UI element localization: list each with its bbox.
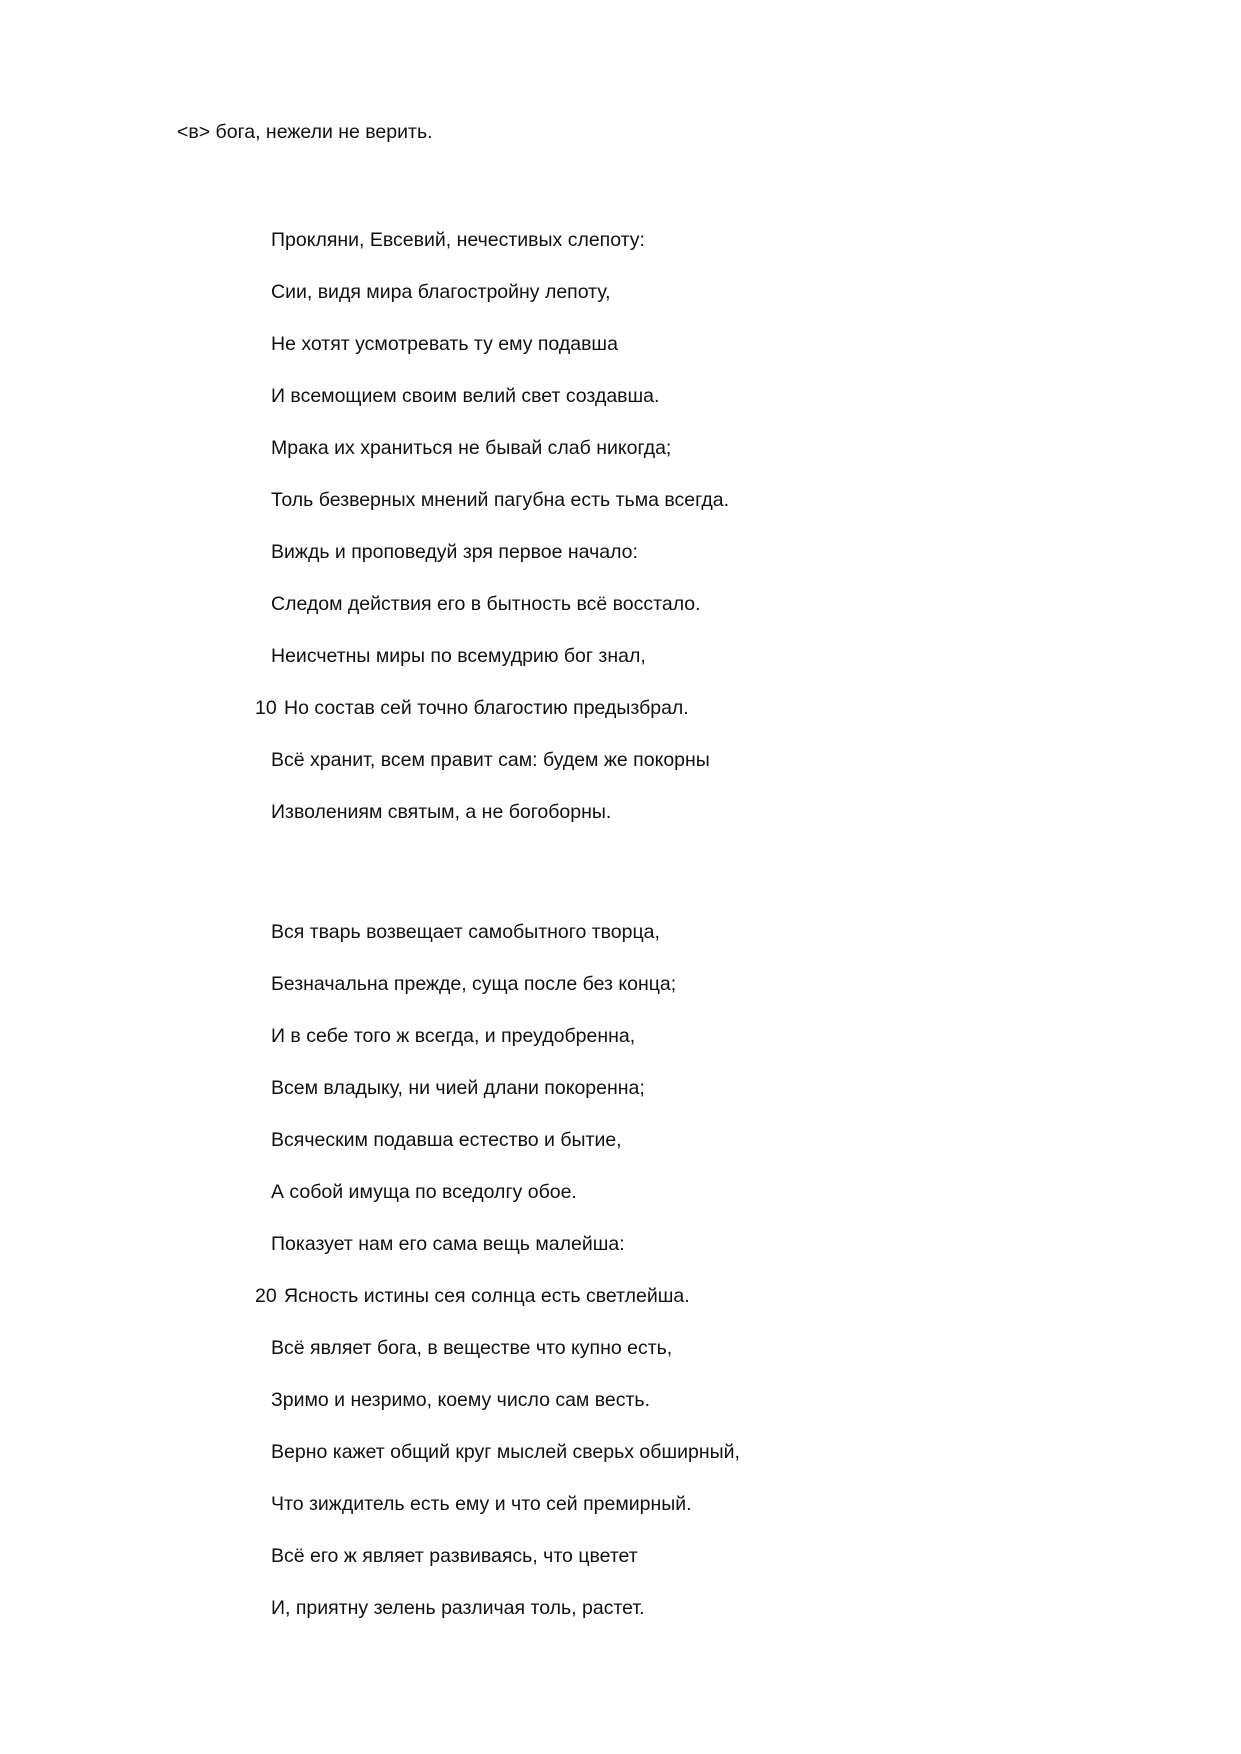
verse-text: И, приятну зелень различая толь, растет.: [271, 1597, 645, 1619]
verse-line: [0, 800, 1241, 824]
verse-text: Зримо и незримо, коему число сам весть.: [271, 1389, 651, 1411]
verse-text: Всем владыку, ни чией длани покоренна;: [271, 1077, 645, 1099]
verse-line: [0, 644, 1241, 668]
verse-line: [0, 228, 1241, 252]
verse-text: Показует нам его сама вещь малейша:: [271, 1233, 625, 1255]
verse-text: Всё являет бога, в веществе что купно есть,: [271, 1337, 673, 1359]
verse-line: [0, 488, 1241, 512]
verse-text: И всемощием своим велий свет создавша.: [271, 385, 660, 407]
verse-text: А собой имуща по вседолгу обое.: [271, 1181, 577, 1203]
verse-line: [0, 972, 1241, 996]
verse-line: [0, 1180, 1241, 1204]
verse-text: Всё хранит, всем правит сам: будем же покорны: [271, 749, 710, 771]
verse-text: Ясность истины сея солнца есть светлейша.: [284, 1285, 690, 1307]
verse-line: [0, 1128, 1241, 1152]
verse-line: [0, 332, 1241, 356]
verse-line: [0, 1076, 1241, 1100]
verse-text: Что зиждитель есть ему и что сей премирный.: [271, 1493, 692, 1515]
verse-line: [0, 436, 1241, 460]
verse-line: [0, 1024, 1241, 1048]
intro-line: <в> бога, нежели не верить.: [177, 121, 433, 143]
verse-text: Не хотят усмотревать ту ему подавша: [271, 333, 618, 355]
line-number: 20: [255, 1285, 277, 1307]
verse-text: Следом действия его в бытность всё восстало.: [271, 593, 701, 615]
line-number: 10: [255, 697, 277, 719]
verse-line: [0, 920, 1241, 944]
verse-line: [0, 280, 1241, 304]
verse-text: Всё его ж являет развиваясь, что цветет: [271, 1545, 638, 1567]
verse-line: [0, 696, 1241, 720]
verse-line: [0, 592, 1241, 616]
verse-line: [0, 540, 1241, 564]
verse-text: Но состав сей точно благостию предызбрал.: [284, 697, 689, 719]
verse-line: [0, 1388, 1241, 1412]
verse-text: Изволениям святым, а не богоборны.: [271, 801, 612, 823]
verse-text: Прокляни, Евсевий, нечестивых слепоту:: [271, 229, 645, 251]
verse-text: Вся тварь возвещает самобытного творца,: [271, 921, 660, 943]
verse-line: [0, 1232, 1241, 1256]
verse-line: [0, 1284, 1241, 1308]
verse-line: [0, 384, 1241, 408]
verse-line: [0, 1544, 1241, 1568]
verse-text: Мрака их храниться не бывай слаб никогда;: [271, 437, 672, 459]
verse-text: Сии, видя мира благостройну лепоту,: [271, 281, 611, 303]
verse-text: Неисчетны миры по всемудрию бог знал,: [271, 645, 646, 667]
verse-line: [0, 1336, 1241, 1360]
verse-line: [0, 1596, 1241, 1620]
verse-line: [0, 748, 1241, 772]
verse-line: [0, 1492, 1241, 1516]
verse-text: Толь безверных мнений пагубна есть тьма всегда.: [271, 489, 730, 511]
verse-line: [0, 1440, 1241, 1464]
verse-text: Всяческим подавша естество и бытие,: [271, 1129, 622, 1151]
verse-text: Верно кажет общий круг мыслей сверьх обширный,: [271, 1441, 740, 1463]
verse-text: И в себе того ж всегда, и преудобренна,: [271, 1025, 636, 1047]
verse-text: Виждь и проповедуй зря первое начало:: [271, 541, 638, 563]
verse-text: Безначальна прежде, суща после без конца;: [271, 973, 677, 995]
